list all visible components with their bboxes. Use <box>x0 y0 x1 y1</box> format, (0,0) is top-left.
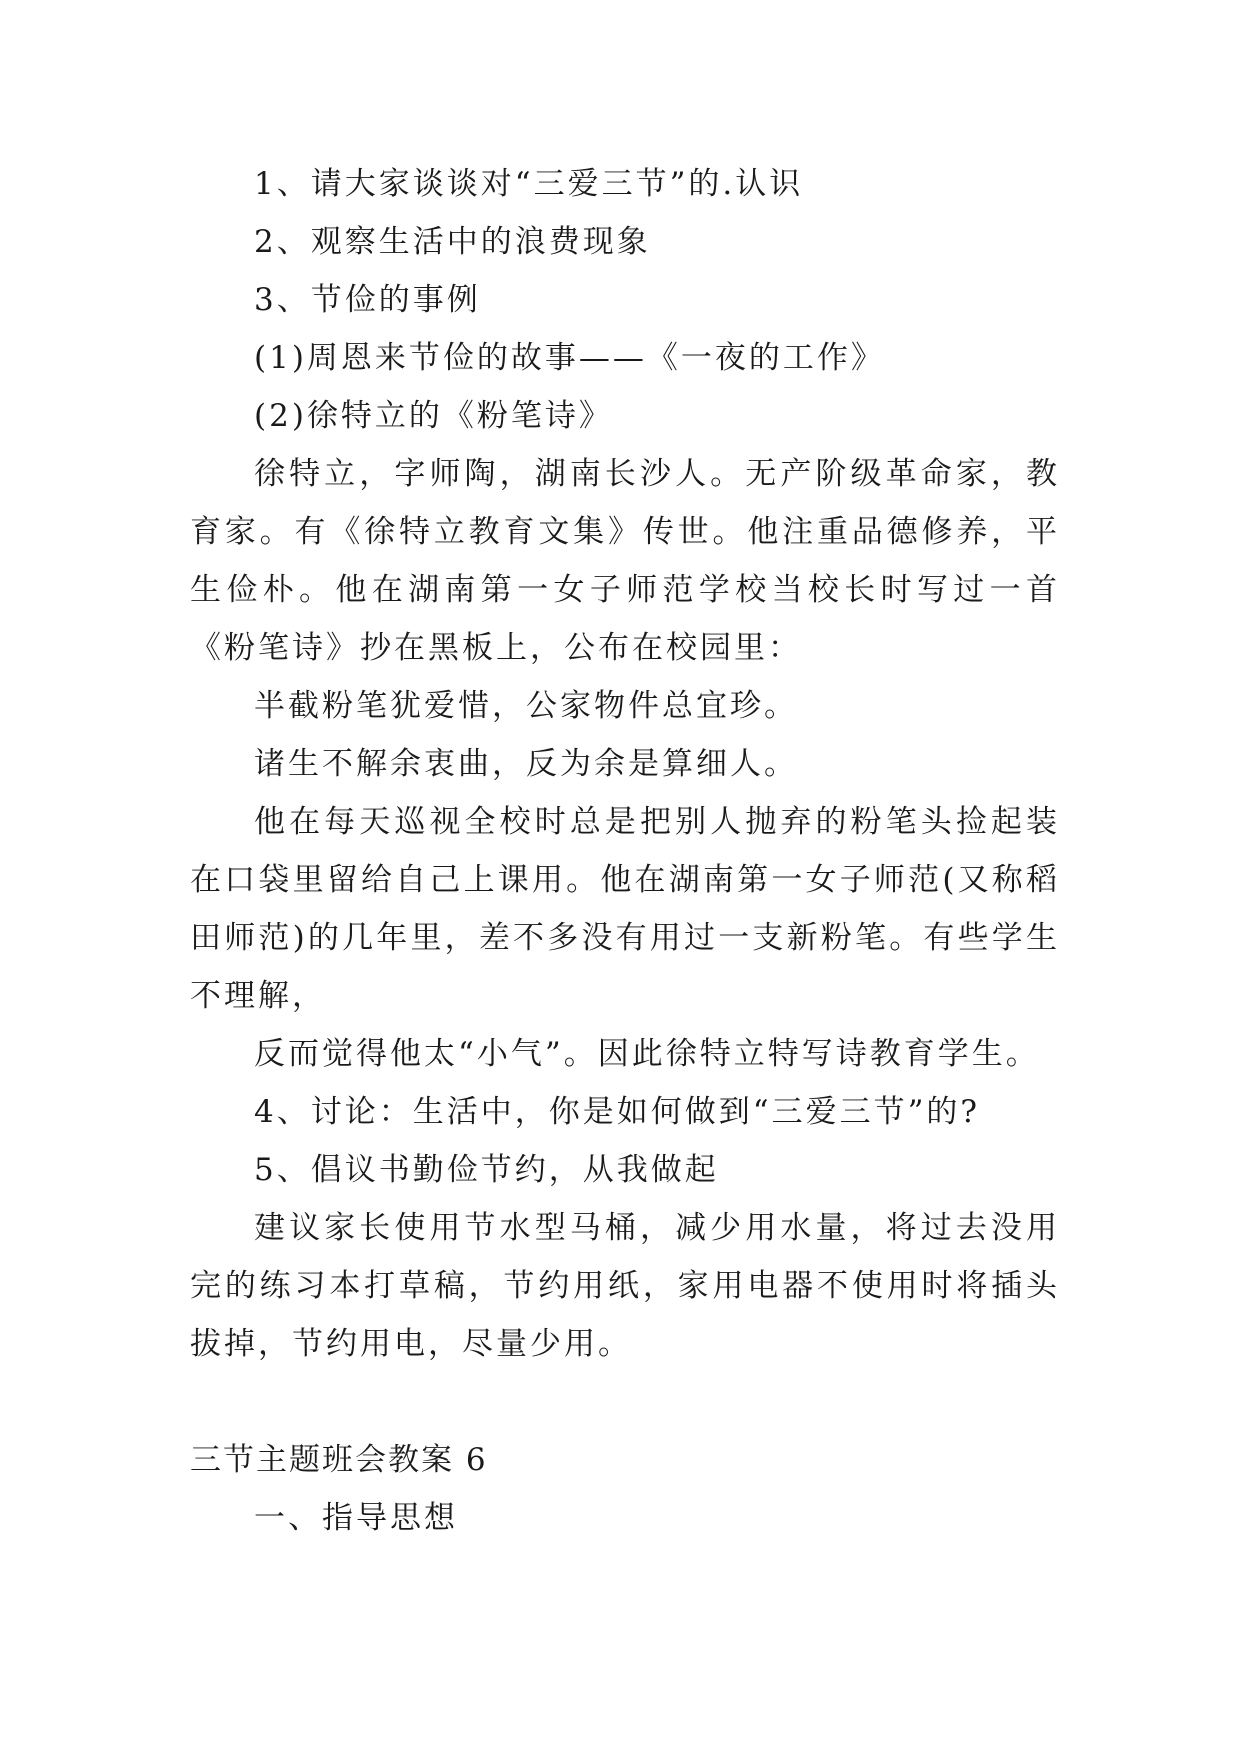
paragraph-xu-teli-bio: 徐特立，字师陶，湖南长沙人。无产阶级革命家，教育家。有《徐特立教育文集》传世。他注重品德修养，平生俭朴。他在湖南第一女子师范学校当校长时写过一首《粉笔诗》抄在黑板上，公布在校园里： <box>190 456 1060 666</box>
paragraph-proposal: 建议家长使用节水型马桶，减少用水量，将过去没用完的练习本打草稿，节约用纸，家用电器不使用时将插头拔掉，节约用电，尽量少用。 <box>190 1210 1060 1362</box>
document-body <box>190 155 1060 1547</box>
paragraph-item-2: 2、观察生活中的浪费现象 <box>254 224 651 260</box>
paragraph-example-2: (2)徐特立的《粉笔诗》 <box>254 398 613 434</box>
paragraph-item-1: 1、请大家谈谈对“三爱三节”的.认识 <box>254 166 804 202</box>
paragraph-item-4: 4、讨论：生活中，你是如何做到“三爱三节”的? <box>254 1094 981 1130</box>
paragraph-chalk-story: 他在每天巡视全校时总是把别人抛弃的粉笔头捡起装在口袋里留给自己上课用。他在湖南第一女子师范(又称稻田师范)的几年里，差不多没有用过一支新粉笔。有些学生不理解， <box>190 804 1060 1014</box>
section-heading: 一、指导思想 <box>254 1500 458 1536</box>
paragraph-stingy: 反而觉得他太“小气”。因此徐特立特写诗教育学生。 <box>254 1036 1040 1072</box>
paragraph-example-1: (1)周恩来节俭的故事——《一夜的工作》 <box>254 340 885 376</box>
section-title: 三节主题班会教案 6 <box>190 1442 488 1478</box>
poem-line-2: 诸生不解余衷曲，反为余是算细人。 <box>254 746 798 782</box>
poem-line-1: 半截粉笔犹爱惜，公家物件总宜珍。 <box>254 688 798 724</box>
paragraph-item-5: 5、倡议书勤俭节约，从我做起 <box>254 1152 719 1188</box>
paragraph-item-3: 3、节俭的事例 <box>254 282 481 318</box>
